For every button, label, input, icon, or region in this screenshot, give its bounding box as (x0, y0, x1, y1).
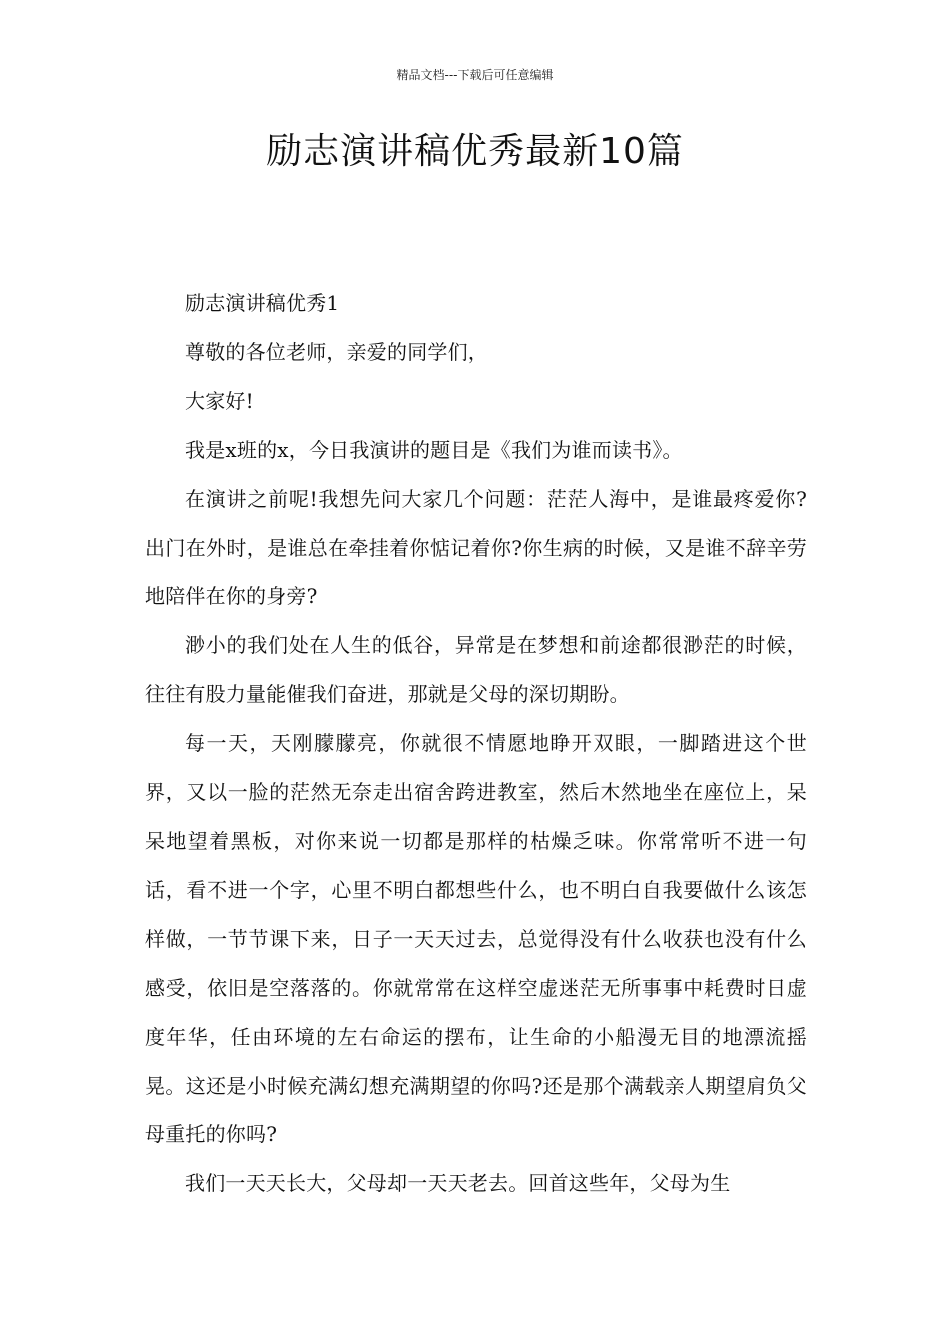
paragraph: 每一天，天刚朦朦亮，你就很不情愿地睁开双眼，一脚踏进这个世界，又以一脸的茫然无奈走出宿舍跨进教室，然后木然地坐在座位上，呆呆地望着黑板，对你来说一切都是那样的枯燥乏味。你常常听不进一句话，看不进一个字，心里不明白都想些什么，也不明白自我要做什么该怎样做，一节节课下来，日子一天天过去，总觉得没有什么收获也没有什么感受，依旧是空落落的。你就常常在这样空虚迷茫无所事事中耗费时日虚度年华，任由环境的左右命运的摆布，让生命的小船漫无目的地漂流摇晃。这还是小时候充满幻想充满期望的你吗?还是那个满载亲人期望肩负父母重托的你吗? (145, 731, 807, 1147)
paragraph: 在演讲之前呢!我想先问大家几个问题：茫茫人海中，是谁最疼爱你?出门在外时，是谁总在牵挂着你惦记着你?你生病的时候，又是谁不辞辛劳地陪伴在你的身旁? (145, 486, 807, 609)
paragraph: 我是x班的x，今日我演讲的题目是《我们为谁而读书》。 (185, 437, 683, 462)
document-title: 励志演讲稿优秀最新10篇 (266, 131, 684, 172)
paragraph: 大家好! (185, 388, 254, 413)
paragraph: 渺小的我们处在人生的低谷，异常是在梦想和前途都很渺茫的时候，往往有股力量能催我们奋进，那就是父母的深切期盼。 (145, 633, 807, 707)
paragraph: 励志演讲稿优秀1 (185, 291, 340, 315)
document-body (145, 279, 807, 1208)
header-note: 精品文档---下载后可任意编辑 (396, 68, 554, 82)
paragraph: 我们一天天长大，父母却一天天老去。回首这些年，父母为生 (185, 1171, 731, 1196)
paragraph: 尊敬的各位老师，亲爱的同学们， (185, 339, 488, 364)
